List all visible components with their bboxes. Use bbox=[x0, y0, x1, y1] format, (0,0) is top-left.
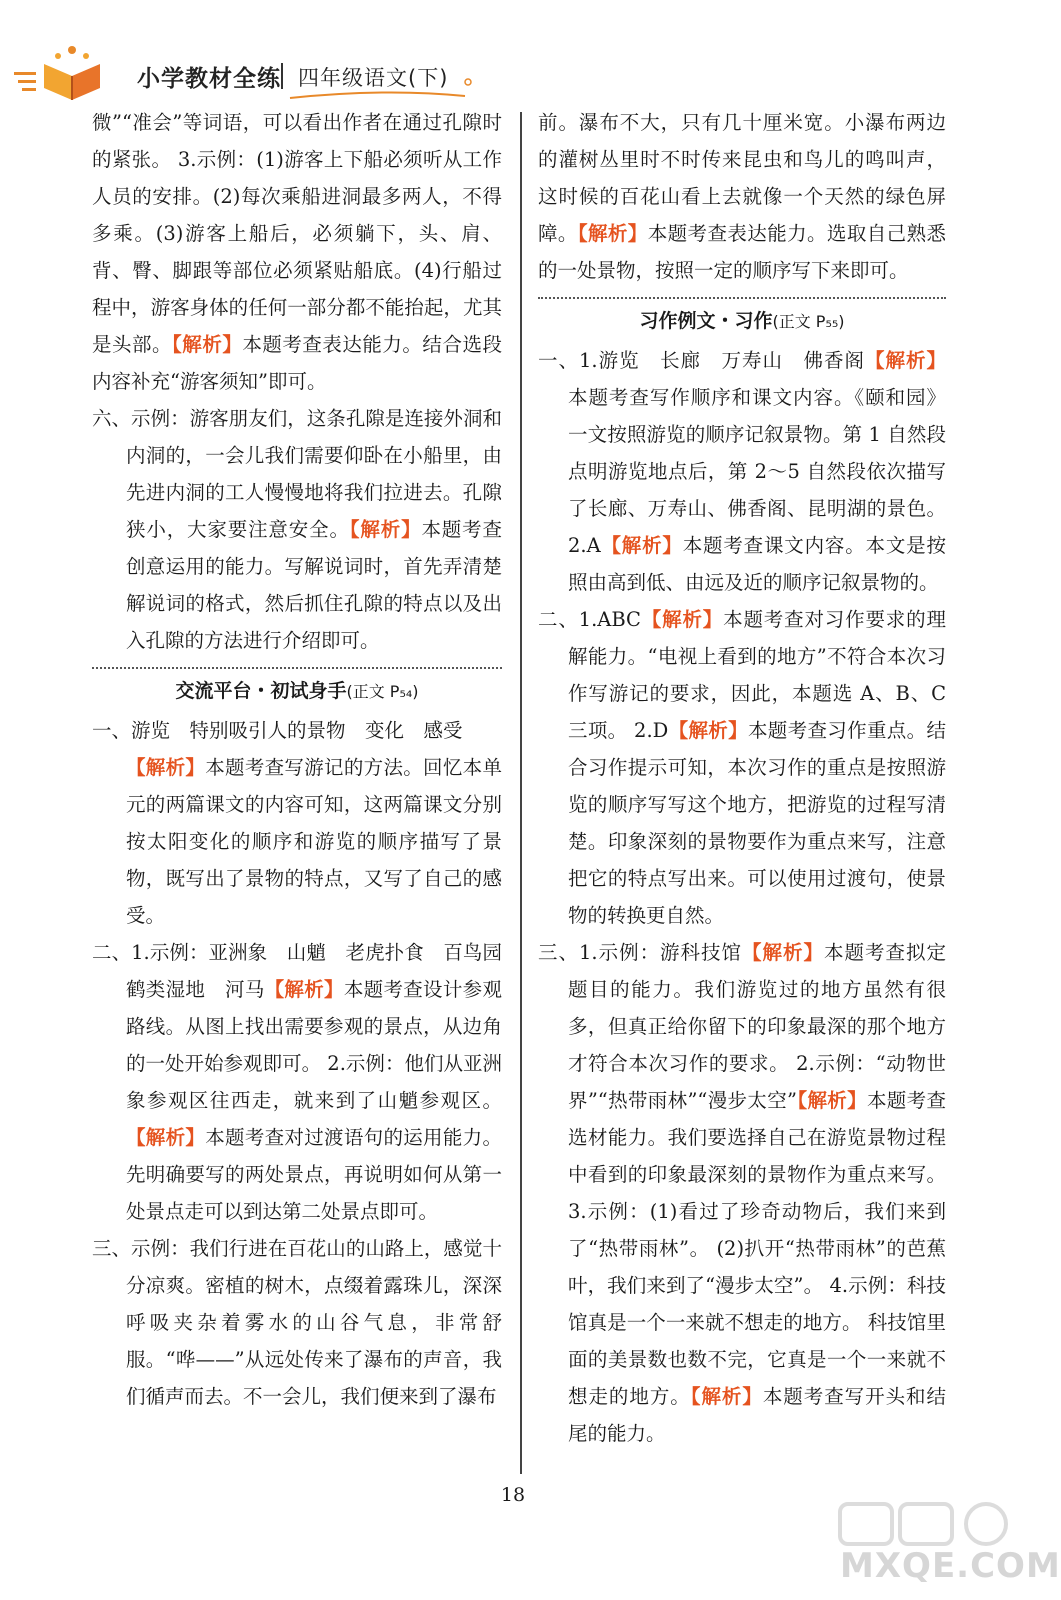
watermark-text: MXQE.COM bbox=[840, 1546, 1061, 1586]
page-header bbox=[0, 0, 1026, 110]
answer-paragraph: 三、示例：我们行进在百花山的山路上，感觉十分凉爽。密植的树木，点缀着露珠儿，深深呼吸夹杂着雾水的山谷气息，非常舒服。“哗——”从远处传来了瀑布的声音，我们循声而去。不一会儿，我们便来到了瀑布 bbox=[92, 1237, 502, 1408]
answer-paragraph: 微”“准会”等词语，可以看出作者在通过孔隙时的紧张。 3.示例：(1)游客上下船必须听从工作人员的安排。(2)每次乘船进洞最多两人，不得多乘。(3)游客上船后，必须躺下，头、肩、背、臀、脚跟等部位必须紧贴船底。(4)行船过程中，游客身体的任何一部分都不能抬起，尤其是头部。【解析】本题考查表达能力。结合选段内容补充“游客须知”即可。 bbox=[92, 111, 502, 393]
answer-paragraph: 二、1.示例：亚洲象 山魈 老虎扑食 百鸟园 鹤类湿地 河马【解析】本题考查设计参观路线。从图上找出需要参观的景点，从边角的一处开始参观即可。 2.示例：他们从亚洲象参观区往西走，就来到了山魈参观区。【解析】本题考查对过渡语句的运用能力。先明确要写的两处景点，再说明如何从第一处景点走可以到达第二处景点即可。 bbox=[92, 941, 522, 1223]
analysis-tag: 【解析】 bbox=[742, 941, 825, 964]
answer-paragraph: 前。瀑布不大，只有几十厘米宽。小瀑布两边的灌树丛里时不时传来昆虫和鸟儿的鸣叫声，这时候的百花山看上去就像一个天然的绿色屏障。【解析】本题考查表达能力。选取自己熟悉的一处景物，按照一定的顺序写下来即可。 bbox=[538, 111, 946, 282]
analysis-tag: 【解析】 bbox=[797, 1089, 867, 1112]
book-title: 小学教材全练 bbox=[137, 66, 281, 92]
analysis-tag: 【解析】 bbox=[690, 1385, 763, 1408]
answer-paragraph: 二、1.ABC【解析】本题考查对习作要求的理解能力。“电视上看到的地方”不符合本次习作写游记的要求，因此，本题选 A、B、C 三项。 2.D【解析】本题考查习作重点。结合习作提示可知，本次习作的重点是按照游览的顺序写写这个地方，把游览的过程写清楚。印象深刻的景物要作为重点来写，注意把它的特点写出来。可以使用过渡句，使景物的转换更自然。 bbox=[538, 608, 946, 927]
analysis-tag: 【解析】 bbox=[640, 608, 724, 631]
header-divider bbox=[281, 63, 283, 89]
header-underline-curve bbox=[285, 70, 485, 100]
answer-paragraph: 一、1.游览 长廊 万寿山 佛香阁【解析】本题考查写作顺序和课文内容。《颐和园》一文按照游览的顺序记叙景物。第 1 自然段点明游览地点后，第 2～5 自然段依次描写了长廊、万寿山、佛香阁、昆明湖的景色。 2.A【解析】本题考查课文内容。本文是按照由高到低、由远及近的顺序记叙景物的。 bbox=[538, 349, 946, 594]
right-column bbox=[538, 104, 946, 1452]
section-heading: 习作例文・习作(正文 P₅₅) bbox=[538, 297, 946, 338]
page-number: 18 bbox=[500, 1484, 526, 1506]
analysis-tag: 【解析】 bbox=[349, 518, 422, 541]
analysis-tag: 【解析】 bbox=[172, 333, 243, 356]
column-divider bbox=[520, 112, 522, 1474]
analysis-tag: 【解析】 bbox=[264, 978, 344, 1001]
book-subtitle: 四年级语文(下) bbox=[298, 66, 449, 90]
analysis-tag: 【解析】 bbox=[577, 222, 648, 245]
analysis-tag: 【解析】 bbox=[126, 1126, 206, 1149]
analysis-tag: 【解析】 bbox=[668, 719, 748, 742]
answer-paragraph: 三、1.示例：游科技馆【解析】本题考查拟定题目的能力。我们游览过的地方虽然有很多，但真正给你留下的印象最深的那个地方才符合本次习作的要求。 2.示例：“动物世界”“热带雨林”“漫步太空”【解析】本题考查选材能力。我们要选择自己在游览景物过程中看到的印象最深刻的景物作为重点来写。 3.示例：(1)看过了珍奇动物后，我们来到了“热带雨林”。 (2)扒开“热带雨林”的芭蕉叶，我们来到了“漫步太空”。 4.示例：科技馆真是一个一来就不想走的地方。 科技馆里面的美景数也数不完，它真是一个一来就不想走的地方。【解析】本题考查写开头和结尾的能力。 bbox=[538, 941, 946, 1445]
analysis-tag: 【解析】 bbox=[600, 534, 683, 557]
section-heading: 交流平台・初试身手(正文 P₅₄) bbox=[92, 667, 502, 708]
answer-paragraph: 六、示例：游客朋友们，这条孔隙是连接外洞和内洞的，一会儿我们需要仰卧在小船里，由先进内洞的工人慢慢地将我们拉进去。孔隙狭小，大家要注意安全。【解析】本题考查创意运用的能力。写解说词时，首先弄清楚解说词的格式，然后抓住孔隙的特点以及出入孔隙的方法进行介绍即可。 bbox=[92, 407, 502, 652]
analysis-tag: 【解析】 bbox=[126, 756, 206, 779]
left-column bbox=[92, 104, 522, 1415]
analysis-tag: 【解析】 bbox=[865, 349, 946, 372]
answer-paragraph: 一、游览 特别吸引人的景物 变化 感受 【解析】本题考查写游记的方法。回忆本单元的两篇课文的内容可知，这两篇课文分别按太阳变化的顺序和游览的顺序描写了景物，既写出了景物的特点，又写了自己的感受。 bbox=[92, 719, 502, 927]
book-logo-icon bbox=[14, 42, 114, 102]
